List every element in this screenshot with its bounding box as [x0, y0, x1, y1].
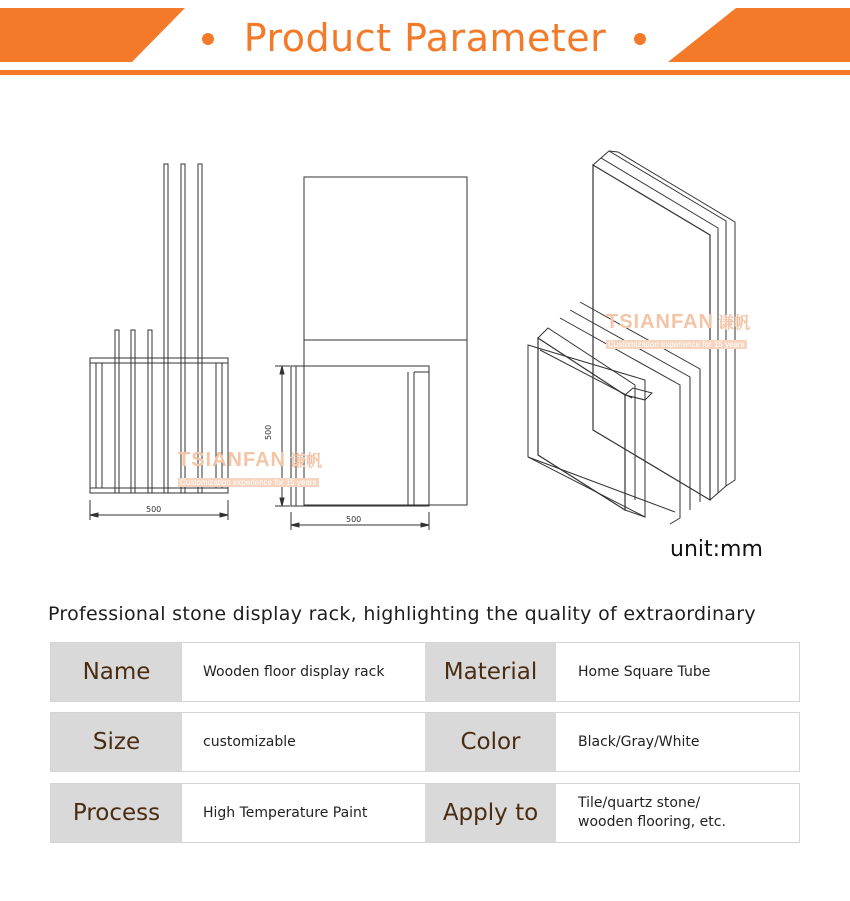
rack-drawing — [0, 140, 850, 580]
param-label: Name — [51, 643, 182, 701]
param-label: Color — [425, 713, 556, 771]
dimension-side-width-label: 500 — [346, 515, 362, 524]
param-label: Size — [51, 713, 182, 771]
param-label: Material — [425, 643, 556, 701]
unit-label: unit:mm — [670, 537, 763, 562]
slogan: Professional stone display rack, highlighting the quality of extraordinary — [48, 603, 756, 625]
dimension-front-label: 500 — [146, 505, 162, 514]
page-title: Product Parameter — [243, 16, 607, 60]
param-value: Home Square Tube — [578, 663, 711, 680]
technical-drawings — [0, 140, 850, 580]
param-value: Wooden floor display rack — [203, 663, 385, 680]
param-label: Apply to — [425, 784, 556, 842]
watermark-perspective: TSIANFAN 谦帆 Customization experience for 15 years — [606, 311, 751, 349]
param-label: Process — [51, 784, 182, 842]
param-row — [50, 642, 800, 702]
header-banner — [0, 0, 850, 80]
param-value: Tile/quartz stone/ wooden flooring, etc. — [578, 795, 726, 830]
param-value: High Temperature Paint — [203, 804, 368, 821]
param-row — [50, 712, 800, 772]
watermark-front: TSIANFAN 谦帆 Customization experience for 15 years — [178, 449, 323, 487]
param-value: Black/Gray/White — [578, 733, 700, 750]
param-value: customizable — [203, 733, 296, 750]
param-row — [50, 783, 800, 843]
dimension-side-height-label: 500 — [264, 424, 273, 440]
